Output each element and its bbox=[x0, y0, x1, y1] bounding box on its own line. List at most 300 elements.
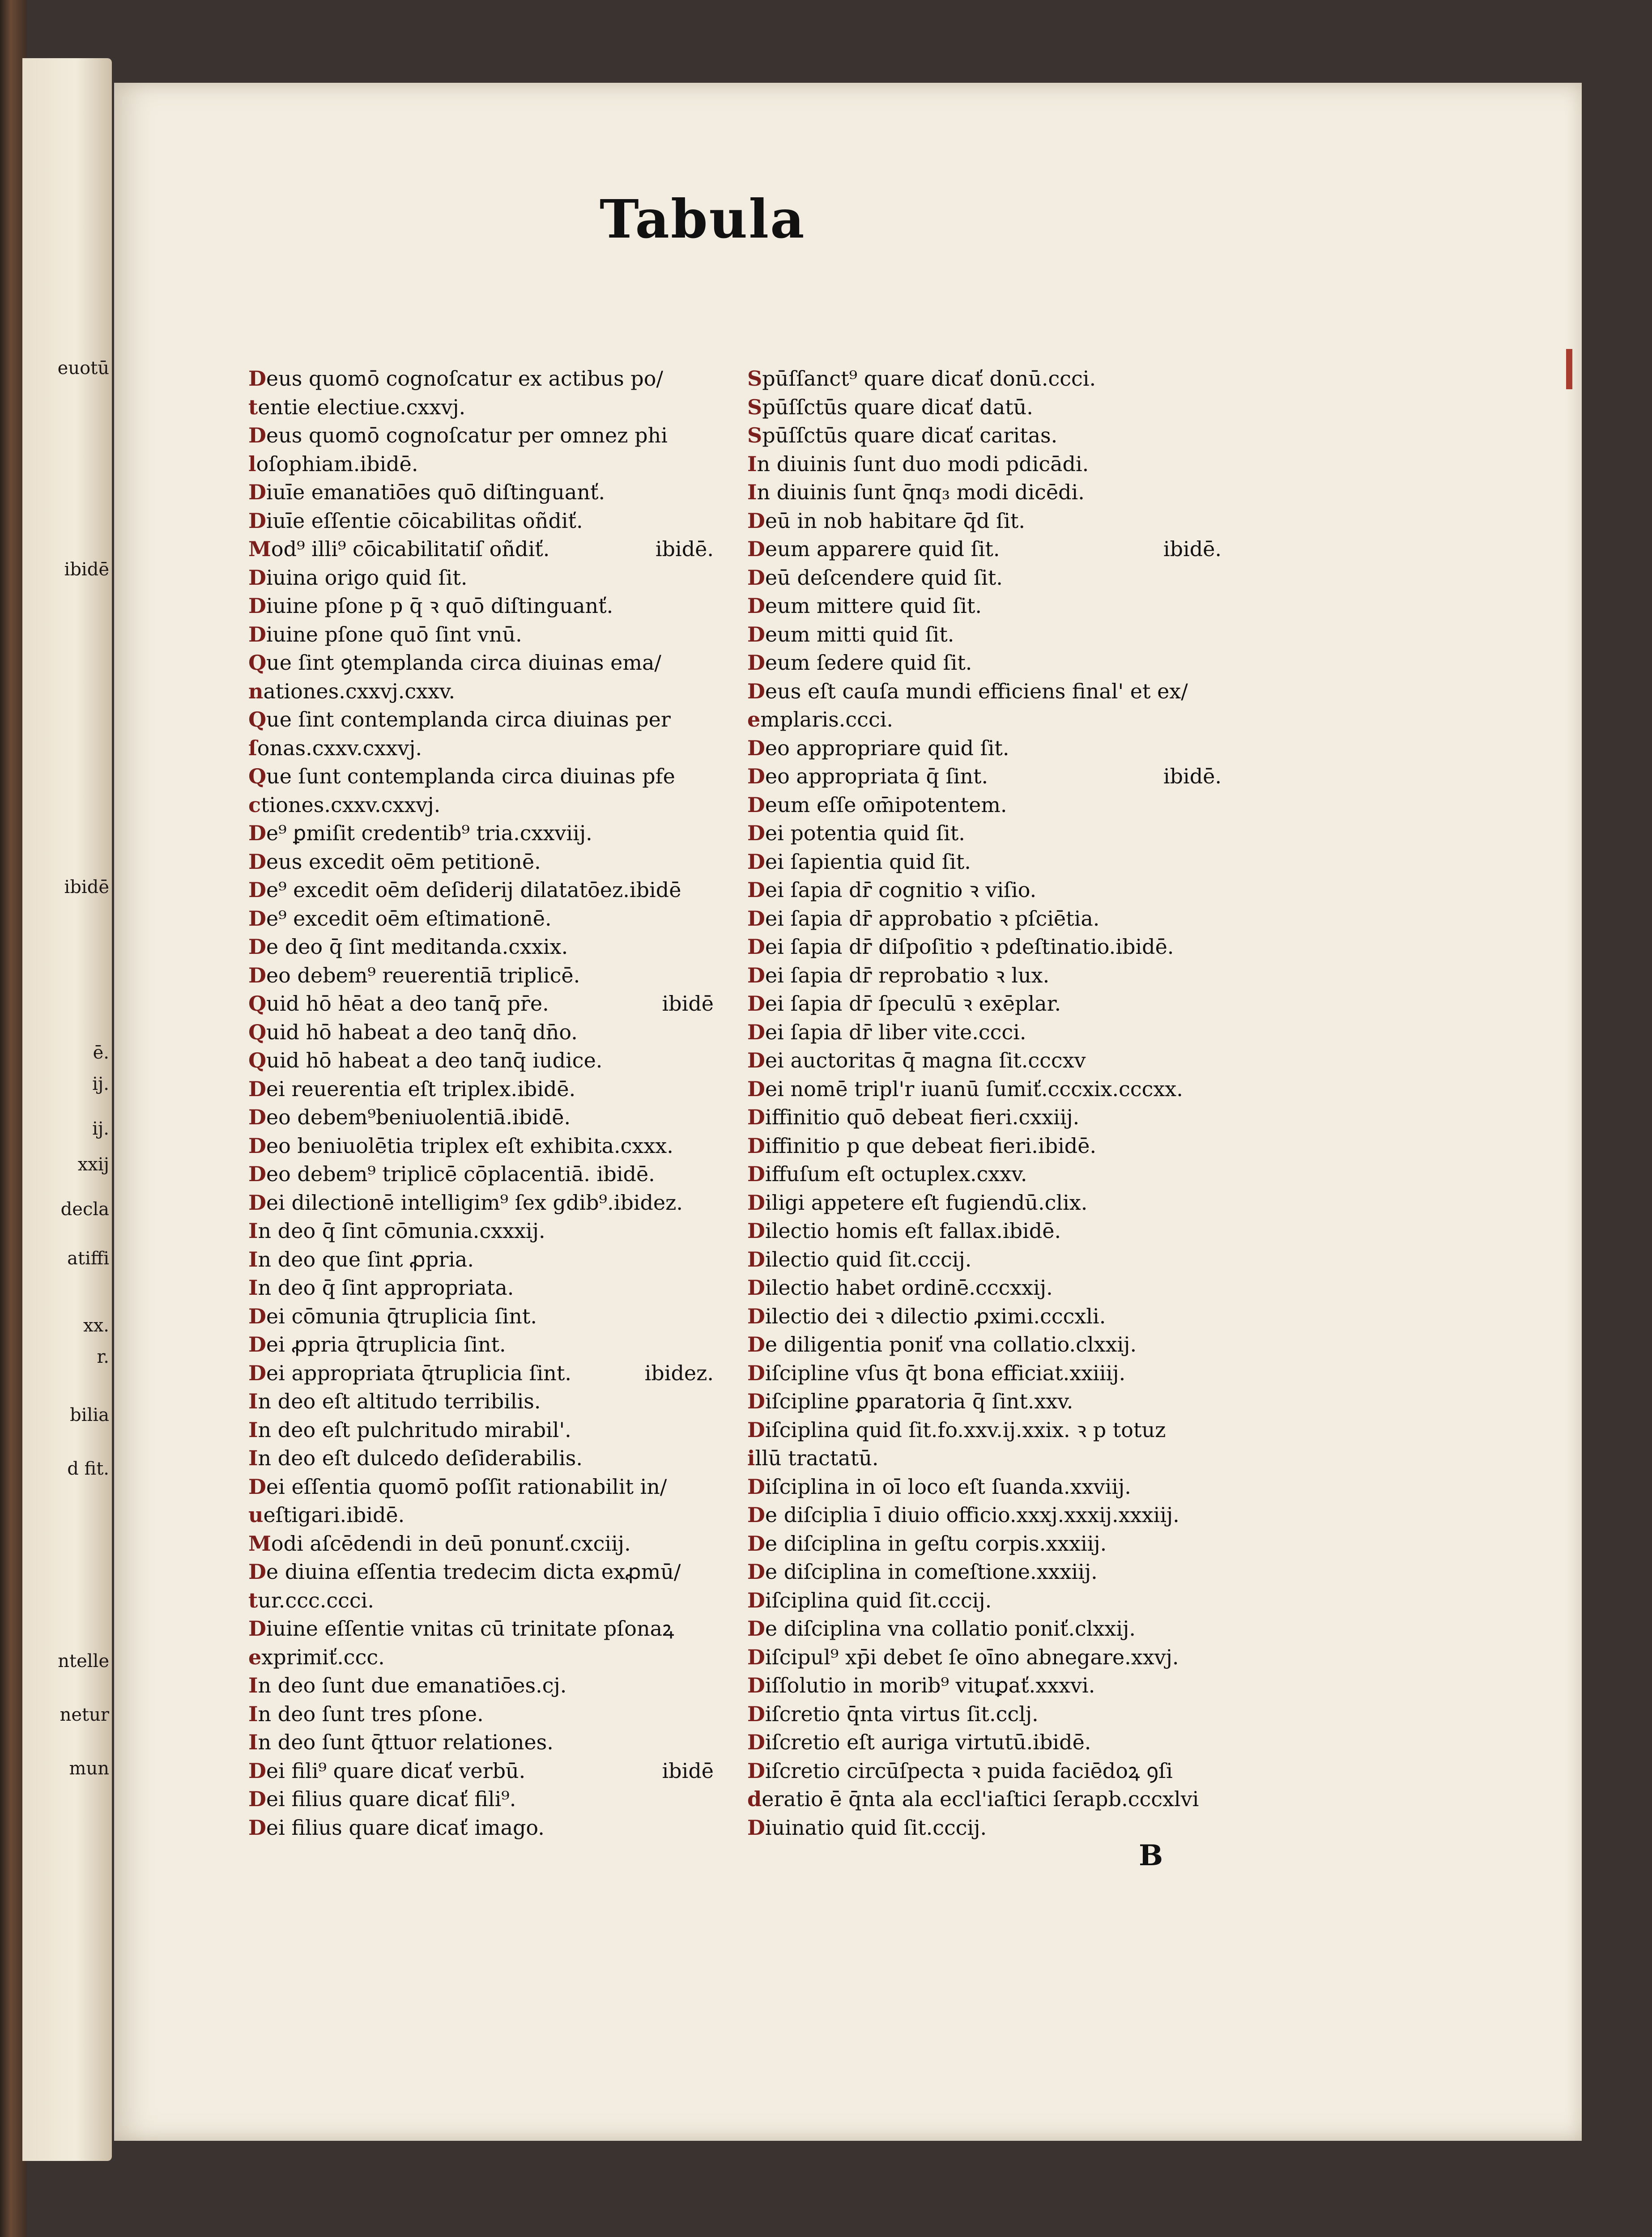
index-entry bbox=[248, 762, 714, 791]
index-entry bbox=[248, 706, 714, 734]
index-entry bbox=[747, 649, 1222, 677]
index-entry bbox=[747, 933, 1222, 961]
signature-mark: B bbox=[1139, 1839, 1163, 1872]
entry-text: eū in nob habitare q̄d ſit. bbox=[765, 508, 1026, 533]
rubricated-initial: D bbox=[747, 537, 765, 561]
entry-text: e diſciplina in comeſtione.xxxiij. bbox=[765, 1560, 1098, 1584]
rubricated-initial: D bbox=[248, 906, 266, 931]
index-entry bbox=[747, 1671, 1222, 1700]
index-entry bbox=[747, 876, 1222, 905]
entry-text: onas.cxxv.cxxvj. bbox=[257, 736, 422, 760]
rubricated-initial: I bbox=[248, 1247, 258, 1272]
rubricated-initial: e bbox=[248, 1645, 262, 1669]
entry-text: iuina origo quid ſit. bbox=[266, 565, 468, 590]
rubricated-initial: D bbox=[248, 849, 266, 874]
index-entry bbox=[747, 1558, 1222, 1586]
entry-text: eo debem⁹ reuerentiā triplicē. bbox=[266, 963, 580, 987]
entry-text: e diſciplina in geſtu corpis.xxxiij. bbox=[765, 1531, 1107, 1556]
index-entry bbox=[248, 734, 714, 763]
rubricated-initial: D bbox=[747, 764, 765, 788]
index-entry bbox=[747, 1615, 1222, 1643]
entry-text: ei ſapia dr̄ cognitio ꝛ viſio. bbox=[765, 878, 1037, 902]
index-entry bbox=[747, 535, 1222, 564]
rubricated-initial: e bbox=[747, 707, 761, 731]
index-entry bbox=[248, 1444, 714, 1473]
entry-text: n deo eſt dulcedo deſiderabilis. bbox=[258, 1446, 583, 1470]
rubricated-initial: I bbox=[248, 1389, 258, 1413]
index-entry bbox=[248, 933, 714, 961]
entry-text: eus excedit oēm petitionē. bbox=[266, 849, 541, 874]
index-entry bbox=[747, 819, 1222, 848]
entry-text: n diuinis ſunt q̄nq₃ modi dicēdi. bbox=[757, 480, 1085, 504]
index-entry bbox=[248, 1671, 714, 1700]
entry-text: e diuina eſſentia tredecim dicta exꝓmū/ bbox=[266, 1560, 681, 1584]
facing-page-fragment: xx. bbox=[83, 1315, 109, 1336]
entry-text: n deo q̄ ſint appropriata. bbox=[258, 1276, 514, 1300]
rubricated-initial: D bbox=[747, 1531, 765, 1556]
index-entry bbox=[248, 421, 714, 450]
rubricated-initial: D bbox=[747, 1701, 765, 1726]
index-entry bbox=[747, 961, 1222, 990]
index-entry bbox=[248, 819, 714, 848]
index-entry bbox=[747, 1785, 1222, 1814]
index-entry bbox=[248, 649, 714, 677]
rubricated-initial: D bbox=[248, 1616, 266, 1641]
entry-text: iuinatio quid ſit.cccij. bbox=[765, 1815, 987, 1840]
rubricated-initial: D bbox=[248, 1361, 266, 1385]
entry-text: eum mittere quid ſit. bbox=[765, 594, 982, 618]
entry-text: iuīe emanatiōes quō diſtinguanť. bbox=[266, 480, 605, 504]
entry-text: ei reuerentia eſt triplex.ibidē. bbox=[266, 1076, 576, 1101]
entry-text: pūſſctūs quare dicať datū. bbox=[762, 395, 1033, 419]
rubricated-initial: Q bbox=[248, 707, 267, 731]
rubricated-initial: I bbox=[248, 1730, 258, 1754]
entry-text: ei cōmunia q̄truplicia ſint. bbox=[266, 1304, 537, 1328]
entry-text: ur.ccc.ccci. bbox=[258, 1588, 374, 1612]
entry-text: ei ꝓpria q̄truplicia ſint. bbox=[266, 1332, 506, 1357]
entry-text: xprimiť.ccc. bbox=[261, 1645, 385, 1669]
rubricated-initial: D bbox=[747, 1332, 765, 1357]
rubricated-initial: d bbox=[747, 1787, 762, 1811]
entry-text: ei ſapia dr̄ approbatio ꝛ pſciētia. bbox=[765, 906, 1100, 931]
entry-text: mplaris.ccci. bbox=[760, 707, 894, 731]
rubricated-initial: D bbox=[248, 1076, 266, 1101]
index-entry bbox=[248, 365, 714, 393]
entry-text: eum apparere quid ſit. bbox=[765, 537, 1000, 561]
rubricated-initial: D bbox=[747, 1219, 765, 1243]
entry-text: ilectio quid ſit.cccij. bbox=[765, 1247, 972, 1272]
entry-text: iſciplina quid ſit.cccij. bbox=[765, 1588, 992, 1612]
entry-text: ei ſapia dr̄ reprobatio ꝛ lux. bbox=[765, 963, 1050, 987]
rubricated-initial: M bbox=[248, 1531, 271, 1556]
entry-text: iſcipul⁹ xp̄i debet ſe oīno abnegare.xxvj. bbox=[765, 1645, 1179, 1669]
entry-text: ei filius quare dicať fili⁹. bbox=[266, 1787, 516, 1811]
index-entry bbox=[747, 1018, 1222, 1047]
rubricated-initial: D bbox=[248, 1560, 266, 1584]
rubricated-initial: D bbox=[248, 1758, 266, 1783]
entry-text: n deo q̄ ſint cōmunia.cxxxij. bbox=[258, 1219, 545, 1243]
rubricated-initial: D bbox=[747, 1133, 765, 1158]
index-entry bbox=[248, 1387, 714, 1416]
rubricated-initial: D bbox=[248, 594, 266, 618]
entry-text: n deo que ſint ꝓpria. bbox=[258, 1247, 474, 1272]
index-entry bbox=[248, 1558, 714, 1586]
index-entry bbox=[747, 706, 1222, 734]
rubricated-initial: S bbox=[747, 395, 762, 419]
rubricated-initial: I bbox=[248, 1446, 258, 1470]
entry-text: n deo ſunt due emanatiōes.cj. bbox=[258, 1673, 567, 1697]
entry-text: eo appropriata q̄ ſint. bbox=[765, 764, 988, 788]
entry-text: e diſciplia ī diuio officio.xxxj.xxxij.xxxiij. bbox=[765, 1503, 1179, 1527]
index-entry bbox=[747, 1246, 1222, 1274]
index-entry bbox=[248, 1785, 714, 1814]
rubricated-initial: D bbox=[248, 821, 266, 845]
index-entry bbox=[747, 905, 1222, 933]
rubricated-initial: D bbox=[747, 565, 765, 590]
entry-text: ei ſapia dr̄ diſpoſitio ꝛ pdeſtinatio.ibidē. bbox=[765, 935, 1174, 959]
entry-text: ei appropriata q̄truplicia ſint. bbox=[266, 1361, 571, 1385]
entry-text: iſciplina in oī loco eſt ſuanda.xxviij. bbox=[765, 1474, 1131, 1499]
rubricated-initial: D bbox=[747, 1815, 765, 1840]
rubricated-initial: n bbox=[248, 679, 264, 703]
entry-text: iffinitio p que debeat fieri.ibidē. bbox=[765, 1133, 1097, 1158]
rubricated-initial: D bbox=[747, 508, 765, 533]
rubricated-initial: D bbox=[248, 878, 266, 902]
rubricated-initial: D bbox=[747, 1758, 765, 1783]
index-entry bbox=[747, 592, 1222, 621]
rubricated-initial: u bbox=[248, 1503, 264, 1527]
index-entry bbox=[248, 592, 714, 621]
rubricated-initial: D bbox=[747, 1162, 765, 1186]
index-entry bbox=[248, 1643, 714, 1672]
index-entry bbox=[747, 1189, 1222, 1217]
facing-page-fragment: r. bbox=[97, 1347, 109, 1367]
entry-text: eo debem⁹beniuolentiā.ibidē. bbox=[266, 1105, 571, 1129]
rubricated-initial: D bbox=[248, 1474, 266, 1499]
entry-text: uid hō habeat a deo tanq̄ dn̄o. bbox=[266, 1020, 578, 1044]
index-entry bbox=[248, 393, 714, 422]
index-entry bbox=[248, 876, 714, 905]
index-entry bbox=[248, 1615, 714, 1643]
entry-text: eum ſedere quid ſit. bbox=[765, 651, 972, 675]
entry-text: pūſſctūs quare dicať caritas. bbox=[762, 423, 1058, 447]
index-entry bbox=[248, 1331, 714, 1359]
entry-text: entie electiue.cxxvj. bbox=[258, 395, 466, 419]
entry-text: n deo eſt altitudo terribilis. bbox=[258, 1389, 541, 1413]
entry-text: ilectio habet ordinē.cccxxij. bbox=[765, 1276, 1053, 1300]
rubricated-initial: D bbox=[248, 480, 266, 504]
entry-text: iſciplina quid ſit.fo.xxv.ij.xxix. ꝛ p totuz bbox=[765, 1417, 1166, 1442]
entry-text: iffinitio quō debeat fieri.cxxiij. bbox=[765, 1105, 1080, 1129]
rubricated-initial: ſ bbox=[248, 736, 257, 760]
facing-page-fragment: ntelle bbox=[58, 1651, 109, 1671]
index-entry bbox=[248, 1302, 714, 1331]
entry-text: eus quomō cognoſcatur per omnez phi bbox=[266, 423, 668, 447]
rubricated-initial: D bbox=[747, 1616, 765, 1641]
entry-text: pūſſanct⁹ quare dicať donū.ccci. bbox=[762, 366, 1096, 391]
index-entry bbox=[248, 1103, 714, 1132]
rubricated-initial: D bbox=[747, 1048, 765, 1072]
entry-reference: ibidē. bbox=[1163, 764, 1222, 788]
rubricated-initial: Q bbox=[248, 1048, 267, 1072]
entry-text: iffuſum eſt octuplex.cxxv. bbox=[765, 1162, 1027, 1186]
entry-text: n diuinis ſunt duo modi pdicādi. bbox=[757, 451, 1089, 476]
entry-text: eo debem⁹ triplicē cōplacentiā. ibidē. bbox=[266, 1162, 655, 1186]
rubricated-initial: I bbox=[248, 1276, 258, 1300]
index-entry bbox=[248, 1075, 714, 1104]
index-entry bbox=[747, 1387, 1222, 1416]
index-entry bbox=[248, 1359, 714, 1388]
index-entry bbox=[747, 564, 1222, 592]
entry-text: ue ſunt contemplanda circa diuinas pfe bbox=[266, 764, 675, 788]
entry-text: iligi appetere eſt fugiendū.clix. bbox=[765, 1190, 1088, 1215]
entry-text: ue ſint ꝯtemplanda circa diuinas ema/ bbox=[266, 651, 661, 675]
entry-text: ei ſapia dr̄ liber vite.ccci. bbox=[765, 1020, 1026, 1044]
rubricated-initial: S bbox=[747, 366, 762, 391]
facing-page-fragment: atiffi bbox=[67, 1248, 109, 1269]
index-entry bbox=[747, 1643, 1222, 1672]
rubricated-initial: D bbox=[747, 594, 765, 618]
entry-reference: ibidē. bbox=[1163, 537, 1222, 561]
entry-text: oſophiam.ibidē. bbox=[256, 451, 418, 476]
index-entry bbox=[747, 1103, 1222, 1132]
entry-text: e⁹ excedit oēm deſiderij dilatatōez.ibidē bbox=[266, 878, 681, 902]
index-entry bbox=[248, 1160, 714, 1189]
rubricated-initial: I bbox=[248, 1219, 258, 1243]
rubricated-initial: D bbox=[747, 1076, 765, 1101]
index-column-right bbox=[747, 365, 1222, 1842]
entry-text: eſtigari.ibidē. bbox=[263, 1503, 405, 1527]
index-entry bbox=[747, 734, 1222, 763]
index-entry bbox=[747, 450, 1222, 479]
index-entry bbox=[248, 1814, 714, 1842]
rubricated-initial: D bbox=[747, 1247, 765, 1272]
index-column-left bbox=[248, 365, 714, 1842]
index-entry bbox=[747, 762, 1222, 791]
entry-text: iſcipline ꝑparatoria q̄ ſint.xxv. bbox=[765, 1389, 1073, 1413]
entry-text: ei dilectionē intelligim⁹ ſex gdib⁹.ibidez. bbox=[266, 1190, 683, 1215]
facing-page-fragment: bilia bbox=[70, 1405, 109, 1425]
entry-text: eū deſcendere quid ſit. bbox=[765, 565, 1003, 590]
facing-page-fragment: d fit. bbox=[67, 1459, 109, 1479]
index-entry bbox=[248, 848, 714, 876]
index-entry bbox=[248, 1416, 714, 1445]
index-entry bbox=[747, 1530, 1222, 1558]
index-entry bbox=[248, 1501, 714, 1530]
index-entry bbox=[248, 1274, 714, 1302]
index-entry bbox=[248, 1757, 714, 1786]
index-entry bbox=[248, 1473, 714, 1501]
rubricated-initial: Q bbox=[248, 764, 267, 788]
facing-page-fragment: ij. bbox=[92, 1074, 109, 1094]
rubricated-initial: D bbox=[747, 1389, 765, 1413]
index-entry bbox=[248, 1246, 714, 1274]
index-entry bbox=[747, 1160, 1222, 1189]
facing-page-fragment: ij. bbox=[92, 1118, 109, 1139]
rubricated-initial: Q bbox=[248, 1020, 267, 1044]
rubricated-initial: D bbox=[248, 622, 266, 646]
rubricated-initial: D bbox=[747, 935, 765, 959]
index-entry bbox=[248, 450, 714, 479]
rubricated-initial: D bbox=[747, 1503, 765, 1527]
index-entry bbox=[248, 1132, 714, 1161]
rubricated-initial: D bbox=[248, 423, 266, 447]
index-entry bbox=[747, 1046, 1222, 1075]
index-entry bbox=[248, 1728, 714, 1757]
rubricated-initial: D bbox=[248, 1332, 266, 1357]
index-entry bbox=[747, 1416, 1222, 1445]
page-title: Tabula bbox=[600, 188, 806, 250]
index-entry bbox=[248, 478, 714, 507]
index-entry bbox=[248, 1189, 714, 1217]
entry-text: eus eſt cauſa mundi efficiens final' et ex/ bbox=[765, 679, 1188, 703]
entry-text: llū tractatū. bbox=[755, 1446, 879, 1470]
rubricated-initial: D bbox=[747, 1020, 765, 1044]
rubricated-initial: D bbox=[747, 1673, 765, 1697]
entry-text: eum eſſe om̄ipotentem. bbox=[765, 792, 1007, 817]
facing-page-fragment: ē. bbox=[93, 1042, 109, 1063]
index-entry bbox=[747, 791, 1222, 820]
index-entry bbox=[747, 1728, 1222, 1757]
entry-text: iſcretio circūſpecta ꝛ puida faciēdoꝝ ꝯſi bbox=[765, 1758, 1173, 1783]
rubricated-initial: D bbox=[747, 878, 765, 902]
rubricated-initial: D bbox=[747, 1560, 765, 1584]
rubricated-initial: D bbox=[747, 1105, 765, 1129]
rubricated-initial: D bbox=[747, 679, 765, 703]
entry-reference: ibidē bbox=[662, 991, 714, 1016]
facing-page-fragment: decla bbox=[60, 1199, 109, 1220]
index-entry bbox=[747, 1302, 1222, 1331]
index-entry bbox=[747, 421, 1222, 450]
entry-text: eum mitti quid ſit. bbox=[765, 622, 954, 646]
index-entry bbox=[747, 1217, 1222, 1246]
index-entry bbox=[747, 1444, 1222, 1473]
entry-reference: ibidē. bbox=[655, 537, 714, 561]
index-entry bbox=[248, 791, 714, 820]
rubricated-initial: D bbox=[747, 1474, 765, 1499]
rubricated-initial: Q bbox=[248, 991, 267, 1016]
entry-text: ei nomē tripl'r iuanū ſumiť.cccxix.cccxx. bbox=[765, 1076, 1183, 1101]
facing-page-edge bbox=[22, 58, 112, 2161]
entry-text: iſcretio q̄nta virtus ſit.cclj. bbox=[765, 1701, 1039, 1726]
index-entry bbox=[747, 1274, 1222, 1302]
rubricated-initial: Q bbox=[248, 651, 267, 675]
index-entry bbox=[747, 621, 1222, 649]
index-entry bbox=[747, 1473, 1222, 1501]
entry-text: eo beniuolētia triplex eſt exhibita.cxxx. bbox=[266, 1133, 673, 1158]
entry-reference: ibidē bbox=[662, 1758, 714, 1783]
entry-text: ei ſapientia quid ſit. bbox=[765, 849, 971, 874]
index-entry bbox=[747, 1814, 1222, 1842]
rubricated-initial: D bbox=[747, 1588, 765, 1612]
rubricated-initial: t bbox=[248, 395, 258, 419]
index-entry bbox=[747, 990, 1222, 1018]
entry-text: eo appropriare quid ſit. bbox=[765, 736, 1009, 760]
rubricated-initial: D bbox=[248, 1133, 266, 1158]
facing-page-fragment: mun bbox=[69, 1758, 109, 1779]
entry-text: ationes.cxxvj.cxxv. bbox=[263, 679, 456, 703]
index-entry bbox=[248, 535, 714, 564]
entry-text: ei fili⁹ quare dicať verbū. bbox=[266, 1758, 526, 1783]
entry-text: eus quomō cognoſcatur ex actibus po/ bbox=[266, 366, 663, 391]
rubricated-initial: D bbox=[248, 1787, 266, 1811]
entry-text: odi aſcēdendi in deū ponunť.cxciij. bbox=[271, 1531, 631, 1556]
rubricated-initial: D bbox=[747, 1645, 765, 1669]
entry-text: ilectio homis eſt fallax.ibidē. bbox=[765, 1219, 1061, 1243]
entry-text: ei filius quare dicať imago. bbox=[266, 1815, 545, 1840]
index-entry bbox=[747, 1359, 1222, 1388]
index-entry bbox=[248, 1530, 714, 1558]
entry-text: ei eſſentia quomō poſſit rationabilit in/ bbox=[266, 1474, 667, 1499]
rubricated-initial: D bbox=[248, 1815, 266, 1840]
index-entry bbox=[248, 990, 714, 1018]
entry-text: iuīe eſſentie cōicabilitas oñdiť. bbox=[266, 508, 583, 533]
entry-text: n deo eſt pulchritudo mirabil'. bbox=[258, 1417, 571, 1442]
rubricated-initial: D bbox=[747, 906, 765, 931]
entry-text: ei ſapia dr̄ ſpeculū ꝛ exēplar. bbox=[765, 991, 1061, 1016]
entry-text: e⁹ ꝑmiſit credentib⁹ tria.cxxviij. bbox=[266, 821, 592, 845]
rubricated-initial: D bbox=[747, 1190, 765, 1215]
index-entry bbox=[747, 365, 1222, 393]
rubricated-initial: I bbox=[248, 1701, 258, 1726]
rubricated-initial: D bbox=[248, 1304, 266, 1328]
index-entry bbox=[248, 905, 714, 933]
rubricated-initial: D bbox=[747, 1276, 765, 1300]
index-entry bbox=[248, 1018, 714, 1047]
facing-page-fragment: euotū bbox=[57, 358, 109, 379]
entry-text: iſcretio eſt auriga virtutū.ibidē. bbox=[765, 1730, 1091, 1754]
rubricated-initial: D bbox=[248, 508, 266, 533]
entry-text: ue ſint contemplanda circa diuinas per bbox=[266, 707, 671, 731]
rubricated-initial: D bbox=[248, 1105, 266, 1129]
rubricated-initial: D bbox=[747, 1417, 765, 1442]
rubricated-initial: I bbox=[248, 1417, 258, 1442]
index-entry bbox=[747, 1132, 1222, 1161]
index-entry bbox=[747, 507, 1222, 536]
index-entry bbox=[248, 1217, 714, 1246]
rubricated-initial: D bbox=[747, 963, 765, 987]
index-entry bbox=[747, 848, 1222, 876]
entry-text: ei potentia quid ſit. bbox=[765, 821, 965, 845]
rubricated-initial: D bbox=[747, 1304, 765, 1328]
rubricated-initial: D bbox=[248, 1162, 266, 1186]
rubricated-initial: D bbox=[248, 565, 266, 590]
rubricated-initial: i bbox=[747, 1446, 755, 1470]
entry-text: iſſolutio in morib⁹ vituꝑať.xxxvi. bbox=[765, 1673, 1095, 1697]
index-entry bbox=[747, 1075, 1222, 1104]
entry-text: ei auctoritas q̄ magna ſit.cccxv bbox=[765, 1048, 1086, 1072]
entry-text: ilectio dei ꝛ dilectio ꝓximi.cccxli. bbox=[765, 1304, 1106, 1328]
rubricated-initial: D bbox=[747, 1361, 765, 1385]
entry-text: e diſciplina vna collatio poniť.clxxij. bbox=[765, 1616, 1136, 1641]
rubricated-initial: S bbox=[747, 423, 762, 447]
entry-text: iuine pſone p q̄ ꝛ quō diſtinguanť. bbox=[266, 594, 613, 618]
index-entry bbox=[747, 677, 1222, 706]
index-entry bbox=[248, 677, 714, 706]
red-ribbon-marker bbox=[1566, 349, 1572, 389]
rubricated-initial: D bbox=[248, 935, 266, 959]
entry-text: uid hō hēat a deo tanq̄ pr̄e. bbox=[266, 991, 549, 1016]
entry-text: uid hō habeat a deo tanq̄ iudice. bbox=[266, 1048, 603, 1072]
rubricated-initial: D bbox=[747, 736, 765, 760]
facing-page-fragment: xxij bbox=[77, 1154, 109, 1175]
index-entry bbox=[747, 478, 1222, 507]
entry-text: n deo ſunt q̄ttuor relationes. bbox=[258, 1730, 554, 1754]
rubricated-initial: D bbox=[747, 651, 765, 675]
rubricated-initial: c bbox=[248, 792, 261, 817]
entry-text: iſcipline vſus q̄t bona efficiat.xxiiij. bbox=[765, 1361, 1126, 1385]
rubricated-initial: D bbox=[747, 792, 765, 817]
